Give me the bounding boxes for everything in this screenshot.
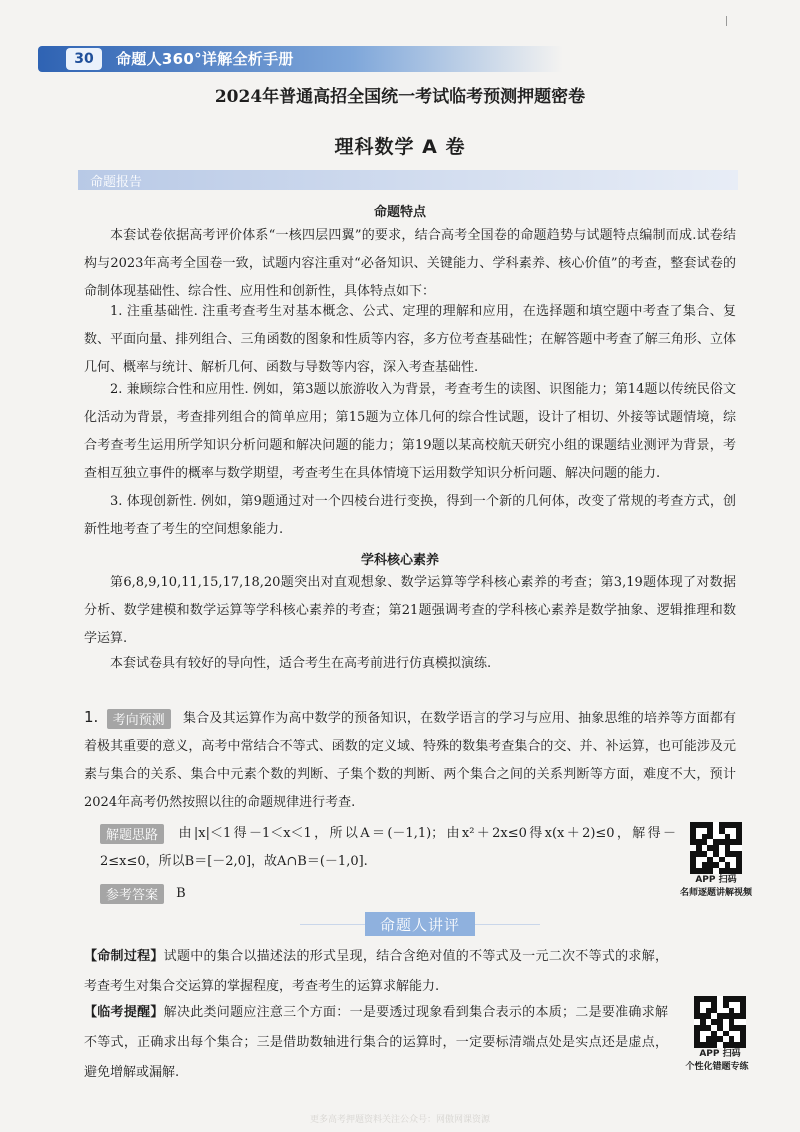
literacy-text: 第6,8,9,10,11,15,17,18,20题突出对直观想象、数学运算等学科核心素养的考查；第3,19题体现了对数据分析、数学建模和数学运算等学科核心素养的考查；第21题强调考查的学科核心素养是数学抽象、逻辑推理和数学运算.	[84, 575, 736, 646]
question-number: 1.	[84, 708, 99, 726]
qr1-caption-2: 名师逐题讲解视频	[680, 888, 753, 898]
question-1-answer	[100, 882, 186, 906]
report-point-1: 1. 注重基础性. 注重考查考生对基本概念、公式、定理的理解和应用，在选择题和填空题中考查了集合、复数、平面向量、排列组合、三角函数的图象和性质等内容，多方位考查基础性；在解答题中考查了解三角形、立体几何、概率与统计、解析几何、函数与导数等内容，深入考查基础性.	[84, 304, 736, 375]
qr2-caption-2: 个性化错题专练	[685, 1062, 749, 1072]
report-conclusion: 本套试卷具有较好的导向性，适合考生在高考前进行仿真模拟演练.	[110, 656, 492, 671]
solution-tag: 解题思路	[100, 824, 164, 844]
forecast-text: 集合及其运算作为高中数学的预备知识，在数学语言的学习与应用、抽象思维的培养等方面都有着极其重要的意义，高考中常结合不等式、函数的定义域、特殊的数集考查集合的交、并、补运算，也可能涉及元素与集合的关系、集合中元素个数的判断、子集个数的判断、两个集合之间的关系判断等方面，难度不大，预计2024年高考仍然按照以往的命题规律进行考查.	[84, 711, 736, 810]
qr-code-icon	[694, 996, 746, 1048]
qr1-caption-1: APP 扫码	[695, 875, 737, 885]
features-heading: 命题特点	[373, 205, 426, 220]
question-1-solution	[100, 820, 676, 876]
qr-code-icon	[690, 822, 742, 874]
subject-title: 理科数学 A 卷	[334, 136, 466, 158]
lecture-reminder	[84, 998, 668, 1088]
process-label: 【命制过程】	[84, 949, 164, 964]
lecture-banner: 命题人讲评	[365, 912, 475, 936]
reminder-label: 【临考提醒】	[84, 1005, 164, 1020]
qr-code-practice[interactable]	[685, 996, 750, 1074]
report-intro: 本套试卷依据高考评价体系“一核四层四翼”的要求，结合高考全国卷的命题趋势与试题特点编制而成.试卷结构与2023年高考全国卷一致，试题内容注重对“必备知识、关键能力、学科素养、核心价值”的考查，整套试卷的命制体现基础性、综合性、应用性和创新性，具体特点如下：	[84, 228, 736, 299]
crop-mark	[726, 16, 727, 26]
report-section-band	[78, 170, 738, 190]
book-title: 命题人360°详解全析手册	[116, 50, 294, 68]
answer-text: B	[176, 886, 186, 901]
question-1-forecast	[84, 705, 736, 817]
process-text: 试题中的集合以描述法的形式呈现，结合含绝对值的不等式及一元二次不等式的求解，考查考生对集合交运算的掌握程度，考查考生的运算求解能力.	[84, 949, 668, 994]
answer-tag: 参考答案	[100, 884, 164, 904]
lecture-process	[84, 942, 668, 1002]
page-number: 30	[66, 48, 102, 70]
forecast-tag: 考向预测	[107, 709, 171, 729]
footer-watermark: 更多高考押题资料关注公众号：网傲网课资源	[309, 1115, 490, 1125]
literacy-heading: 学科核心素养	[360, 553, 439, 568]
solution-text: 由|x|＜1得－1＜x＜1，所以A＝(－1,1)；由x²＋2x≤0得x(x＋2)≤0，解得－2≤x≤0，所以B＝[－2,0]，故A∩B＝(－1,0].	[100, 826, 676, 869]
qr2-caption-1: APP 扫码	[699, 1049, 741, 1059]
qr-code-video[interactable]	[680, 822, 753, 900]
report-point-2: 2. 兼顾综合性和应用性. 例如，第3题以旅游收入为背景，考查考生的读图、识图能力；第14题以传统民俗文化活动为背景，考查排列组合的简单应用；第15题为立体几何的综合性试题，设计了相切、外接等试题情境，综合考查考生运用所学知识分析问题和解决问题的能力；第19题以某高校航天研究小组的课题结业测评为背景，考查相互独立事件的概率与数学期望，考查考生在具体情境下运用数学知识分析问题、解决问题的能力.	[84, 382, 736, 481]
report-label: 命题报告	[90, 175, 143, 190]
exam-title: 2024年普通高招全国统一考试临考预测押题密卷	[214, 87, 586, 107]
reminder-text: 解决此类问题应注意三个方面：一是要透过现象看到集合表示的本质；二是要准确求解不等式，正确求出每个集合；三是借助数轴进行集合的运算时，一定要标清端点处是实点还是虚点，避免增解或漏解.	[84, 1005, 668, 1080]
report-point-3: 3. 体现创新性. 例如，第9题通过对一个四棱台进行变换，得到一个新的几何体，改变了常规的考查方式，创新性地考查了考生的空间想象能力.	[84, 494, 736, 537]
